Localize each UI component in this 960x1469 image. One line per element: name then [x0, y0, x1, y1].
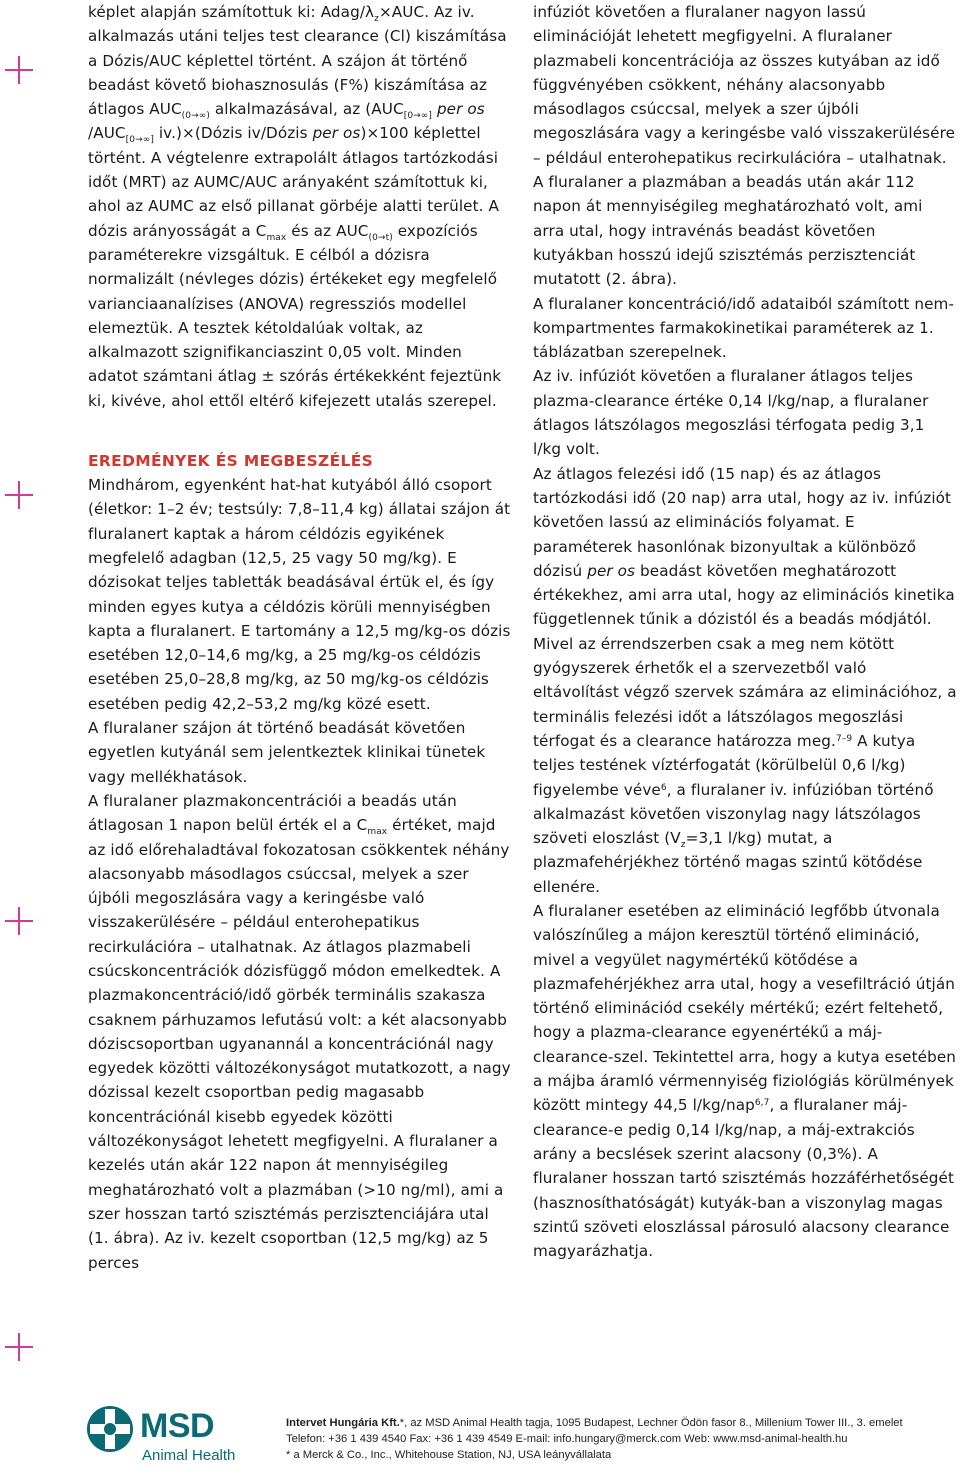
footer-note: * a Merck & Co., Inc., Whitehouse Station, NJ, USA leányvállalata [286, 1449, 612, 1461]
footer [286, 1415, 956, 1463]
results-paragraph-3: A fluralaner plazmakoncentrációi a beadás után átlagosan 1 napon belül érték el a $C_{max}$ értéket, majd az idő előrehaladtával fokozatosan csökkentek néhány alacsonyabb másodlagos csúccsal, melyek a szer újbóli megoszlására vagy a keringésbe való visszakerülésére – például enterohepatikus recirkulációra – utalhatnak. Az átlagos plazmabeli csúcskoncentrációk dózisfüggő módon emelkedtek. A plazmakoncentráció/idő görbék terminális szakasza csaknem párhuzamos lefutású volt: a két alacsonyabb dóziscsoportban ugyanannál a koncentrációnál nagy egyedek közötti változékonyságot mutatkozott, a nagy dózissal kezelt csoportban pedig magasabb koncentrációnál kisebb egyedek közötti változékonyságot lehetett megfigyelni. A fluralaner a kezelés után akár 122 napon át mennyiségileg meghatározható volt a plazmában (>10 ng/ml), ami a szer hosszan tartó szisztémás perzisztenciájára utal (1. ábra). Az iv. kezelt csoportban (12,5 mg/kg) az 5 perces [88, 791, 511, 1272]
right-paragraph-2: A fluralaner a plazmában a beadás után akár 112 napon át mennyiségileg meghatározható volt, ami arra utal, hogy intravénás beadást követően kutyákban hosszú idejű szisztémás perzisztenciát mutatott (2. ábra). [533, 173, 923, 289]
right-paragraph-4: Az iv. infúziót követően a fluralaner átlagos teljes plazma-clearance értéke 0,14 l/kg/nap, a fluralaner átlagos látszólagos megoszlási térfogata pedig 3,1 l/kg volt. [533, 367, 929, 459]
right-column [533, 0, 957, 1263]
right-paragraph-3: A fluralaner koncentráció/idő adataiból számított nem-kompartmentes farmakokinetikai paraméterek az 1. táblázatban szerepelnek. [533, 294, 955, 362]
results-paragraph-1: Mindhárom, egyenként hat-hat kutyából álló csoport (életkor: 1–2 év; testsúly: 7,8–11,4 kg) állatai szájon át fluralanert kaptak a három céldózis egyikének megfelelő adagban (12,5, 25 vagy 50 mg/kg). E dózisokat teljes tabletták beadásával értük el, és így minden egyes kutya a céldózis körüli mennyiségben kapta a fluralanert. E tartomány a 12,5 mg/kg-os dózis esetében 12,0–14,6 mg/kg, a 25 mg/kg-os céldózis esetében 25,0–28,8 mg/kg, az 50 mg/kg-os céldózis esetében pedig 42,2–53,2 mg/kg közé esett. [88, 476, 511, 713]
crop-mark-middle-1 [5, 481, 33, 509]
right-paragraph-1: infúziót követően a fluralaner nagyon lassú eliminációját lehetett megfigyelni. A fluralaner plazmabeli koncentrációja az összes kutyában az idő függvényében csökkent, néhány alacsonyabb másodlagos csúccsal, melyek a szer újbóli megoszlására vagy a keringésbe való visszakerülésére – például enterohepatikus recirkulációra – utalhatnak. [533, 3, 956, 167]
msd-animal-health-logo [86, 1405, 256, 1465]
logo-text: MSD [140, 1407, 215, 1445]
crop-mark-top [5, 56, 33, 84]
footer-address: *, az MSD Animal Health tagja, 1095 Budapest, Lechner Ödön fasor 8., Millenium Tower III., 3. emelet [399, 1417, 903, 1429]
crop-mark-bottom [5, 1333, 33, 1361]
results-paragraph-2: A fluralaner szájon át történő beadását követően egyetlen kutyánál sem jelentkeztek klinikai tünetek vagy mellékhatások. [88, 719, 486, 786]
footer-contact: Telefon: +36 1 439 4540 Fax: +36 1 439 4549 E-mail: info.hungary@merck.com Web: www.msd-animal-health.hu [286, 1433, 848, 1445]
right-paragraph-5: Az átlagos felezési idő (15 nap) és az átlagos tartózkodási idő (20 nap) arra utal, hogy az iv. infúziót követően lassú az eliminációs folyamat. E paraméterek hasonlónak bizonyultak a különböző dózisú per os beadást követően meghatározott értékekhez, ami arra utal, hogy az eliminációs kinetika függetlennek tűnik a dózistól és a beadás módjától. [533, 464, 955, 629]
logo-subtext: Animal Health [142, 1447, 236, 1464]
right-paragraph-6: Mivel az érrendszerben csak a meg nem kötött gyógyszerek érhetők el a szervezetből való eltávolítást végző szervek számára az eliminációhoz, a terminális felezési időt a látszólagos megoszlási térfogat és a clearance határozza meg.$^{7-9}$ A kutya teljes testének víztérfogatát (körülbelül 0,6 l/kg) figyelembe véve$^6$, a fluralaner iv. infúzióban történő alkalmazást követően viszonylag nagy látszólagos szöveti eloszlást ($V_z=3,1$ l/kg) mutat, a plazmafehérjékhez történő magas szintű kötődése ellenére. [533, 634, 957, 896]
company-name: Intervet Hungária Kft. [286, 1417, 400, 1429]
right-paragraph-7: A fluralaner esetében az elimináció legfőbb útvonala valószínűleg a májon keresztül történő elimináció, mivel a vegyület nagymértékű kötődése a plazmafehérjékhez arra utal, hogy a vesefiltráció útján történő eliminációd csekély mértékű; ezért feltehető, hogy a plazma-clearance egyenértékű a máj-clearance-szel. Tekintettel arra, hogy a kutya esetében a májba áramló vérmennyiség fiziológiás körülmények között mintegy 44,5 l/kg/nap$^{6,7}$, a fluralaner máj-clearance-e pedig 0,14 l/kg/nap, a máj-extrakciós arány a becslések szerint alacsony (0,3%). A fluralaner hosszan tartó szisztémás hozzáférhetőségét (hasznosíthatóságát) kutyák-ban a viszonylag magas szintű szöveti eloszlással párosuló alacsony clearance magyarázhatja. [533, 901, 956, 1261]
crop-mark-middle-2 [5, 907, 33, 935]
msd-logo-icon [86, 1405, 134, 1453]
left-column [88, 0, 512, 1275]
section-heading: EREDMÉNYEK ÉS MEGBESZÉLÉS [88, 452, 374, 471]
footer-line-1 [286, 1415, 956, 1431]
intro-paragraph: képlet alapján számítottuk ki: Adag/$\lambda_z\times AUC$. Az iv. alkalmazás utáni teljes test clearance (Cl) kiszámítása a Dózis/AUC képlettel történt. A szájon át történő beadást követő biohasznosulás (F%) kiszámítása az átlagos $AUC_{(0\to\infty)}$ alkalmazásával, az ($AUC_{[0\to\infty]}$ per os $/AUC_{[0\to\infty]}$ iv.)×(Dózis iv/Dózis per os)×100 képlettel történt. A végtelenre extrapolált átlagos tartózkodási időt (MRT) az AUMC/AUC arányaként számítottuk ki, ahol az AUMC az első pillanat görbéje alatti terület. A dózis arányosságát a $C_{max}$ és az $AUC_{(0\to t)}$ expozíciós paraméterekre vizsgáltuk. E célból a dózisra normalizált (névleges dózis) értékeket egy megfelelő varianciaanalízises (ANOVA) regressziós modellel elemeztük. A tesztek kétoldalúak voltak, az alkalmazott szignifikanciaszint 0,05 volt. Minden adatot számtani átlag ± szórás értékekként fejeztünk ki, kivéve, ahol ettől eltérő kifejezett utalás szerepel. [88, 3, 507, 410]
